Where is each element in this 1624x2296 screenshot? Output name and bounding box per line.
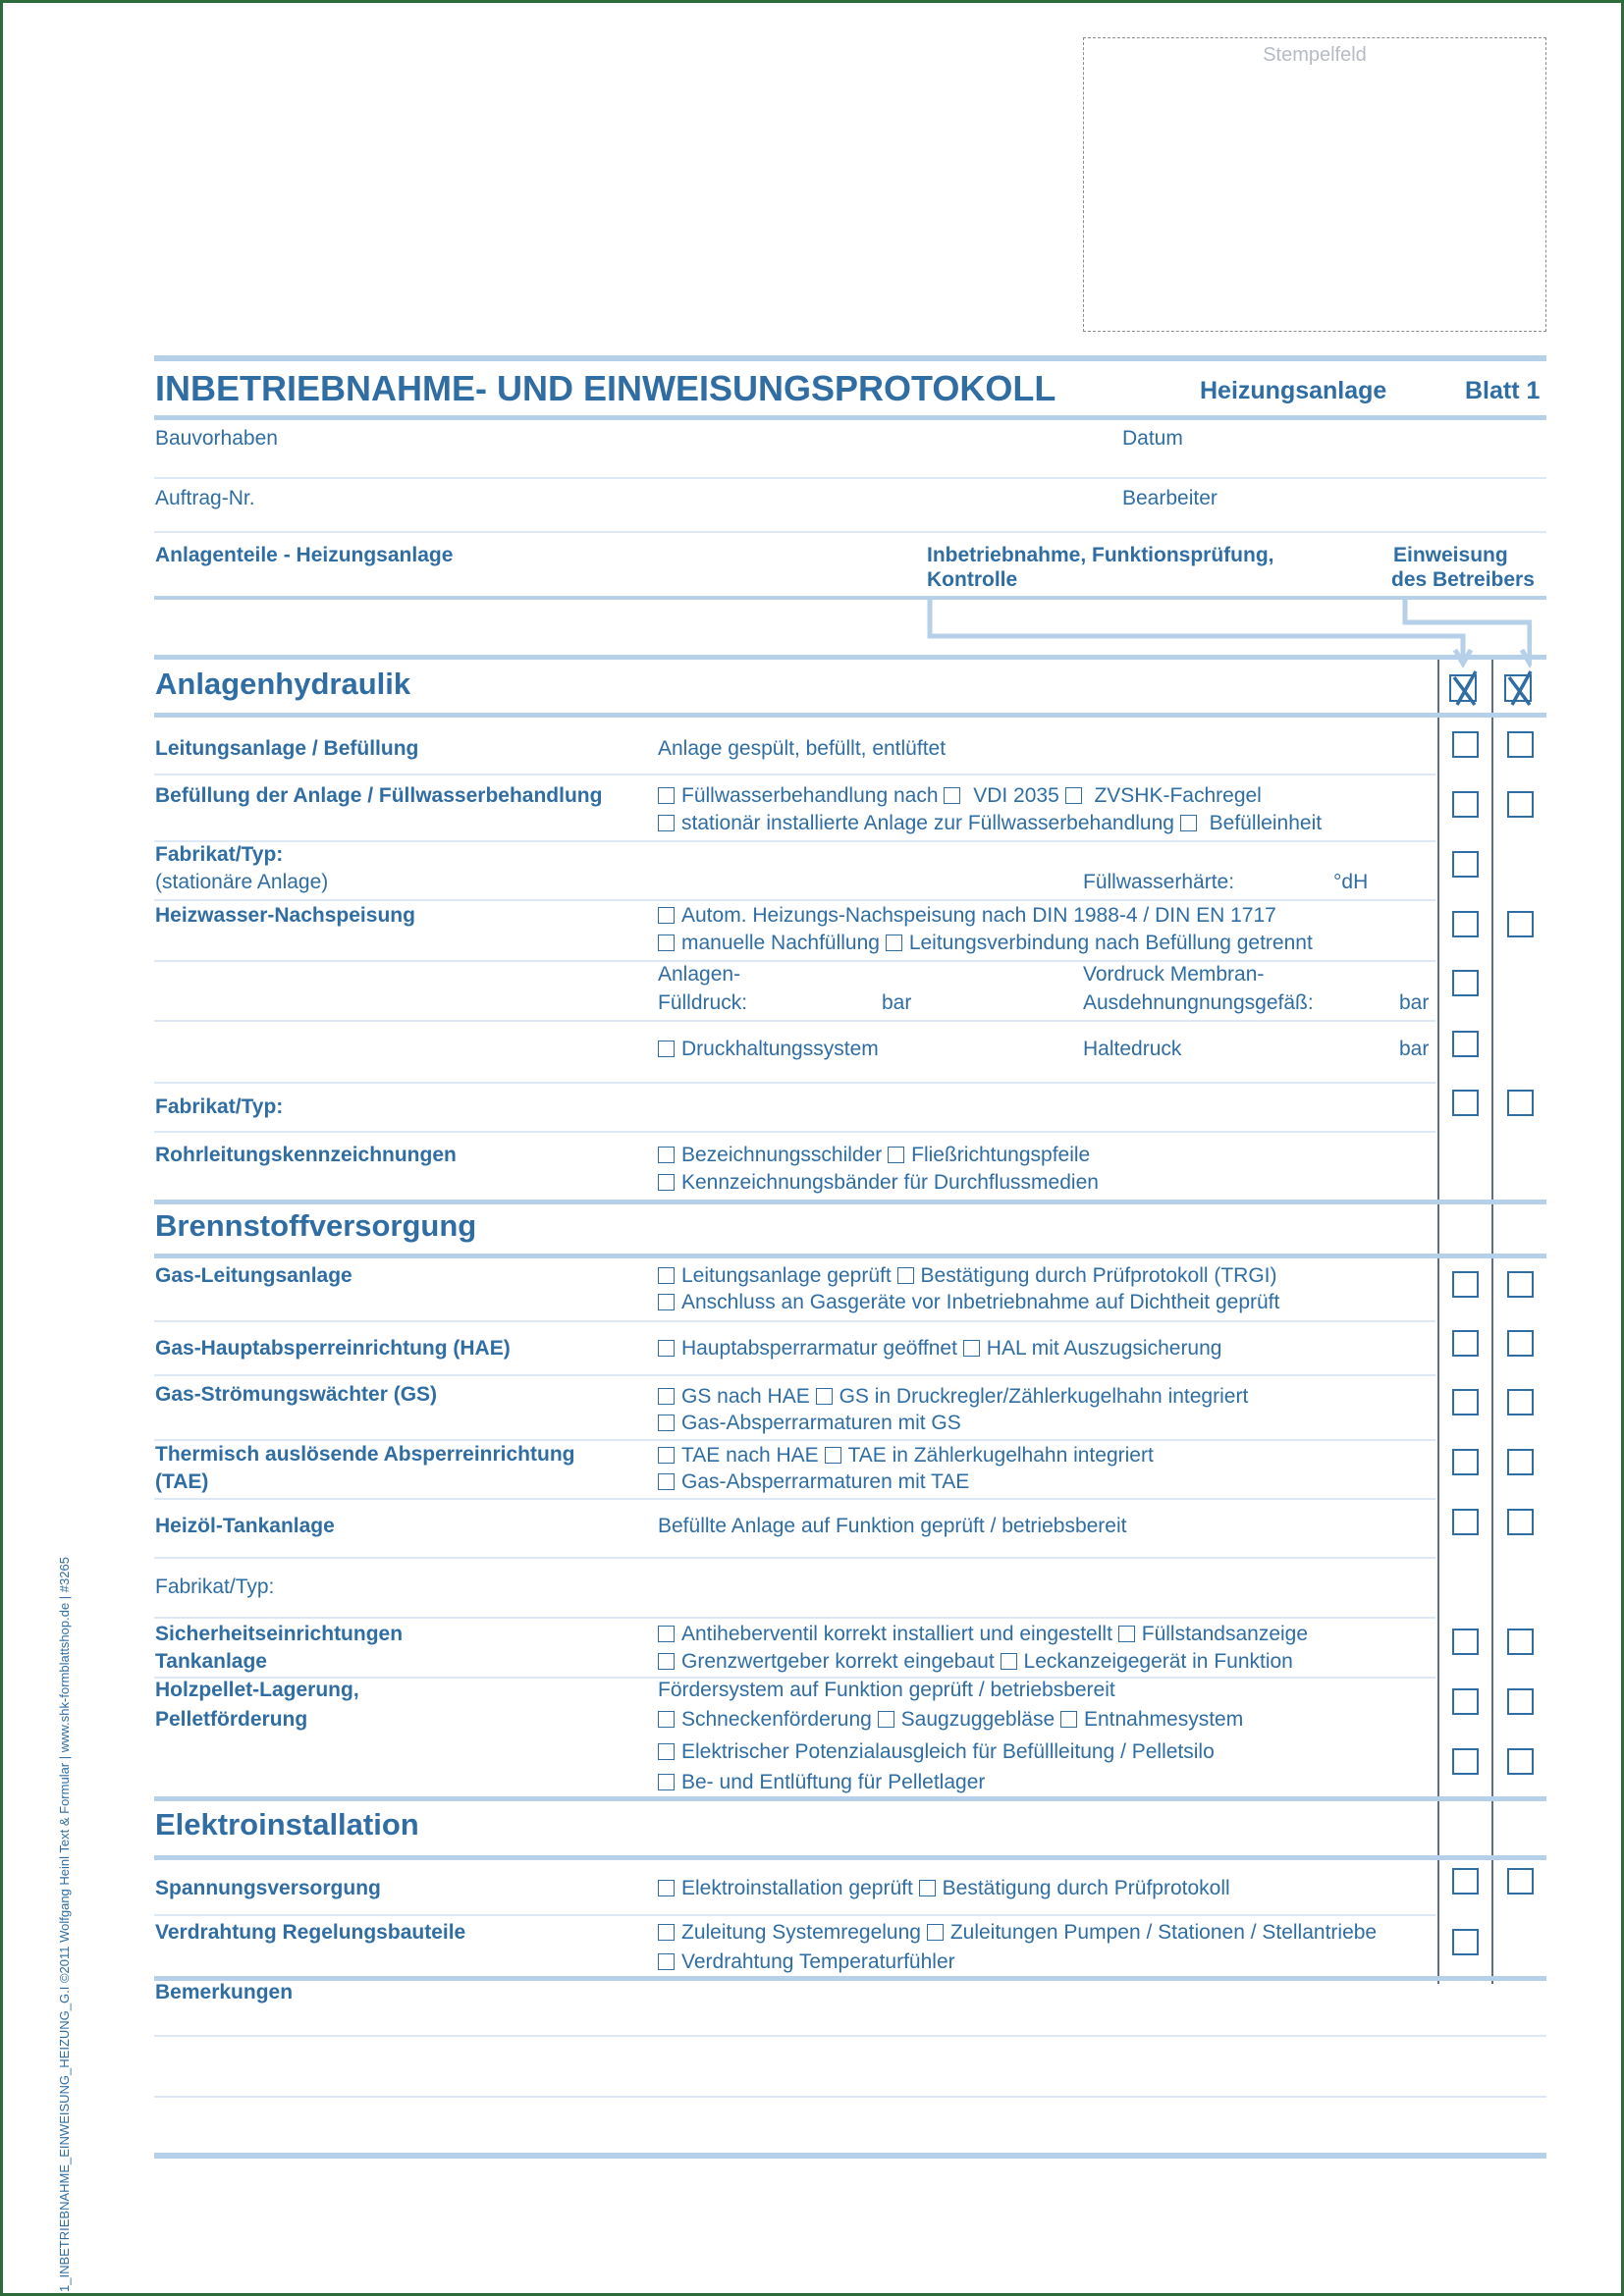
option-checkbox[interactable]: [658, 1473, 675, 1490]
instruction-checkbox[interactable]: [1507, 1389, 1534, 1415]
column-commission-2: Kontrolle: [927, 568, 1018, 591]
divider: [154, 1557, 1435, 1559]
option-checkbox[interactable]: [658, 1743, 675, 1760]
commission-checkbox[interactable]: [1452, 1929, 1479, 1955]
instruction-checkbox[interactable]: [1507, 1629, 1534, 1655]
sheet-number: Blatt 1: [1465, 377, 1541, 404]
option-checkbox[interactable]: [816, 1388, 833, 1405]
field-bearbeiter[interactable]: Bearbeiter: [1122, 487, 1218, 509]
instruction-checkbox[interactable]: [1507, 911, 1534, 937]
remarks-label: Bemerkungen: [155, 1981, 294, 2003]
option-checkbox[interactable]: [1118, 1626, 1135, 1642]
commission-checkbox[interactable]: [1452, 1090, 1479, 1116]
row-label: Heizöl-Tankanlage: [155, 1515, 335, 1537]
instruction-checkbox[interactable]: [1507, 1868, 1534, 1895]
field-auftrag[interactable]: Auftrag-Nr.: [155, 487, 255, 509]
option-checkbox[interactable]: [658, 934, 675, 951]
option-row: Füllwasserbehandlung nach VDI 2035 ZVSHK-Fachregel: [658, 782, 1262, 809]
commission-checkbox[interactable]: [1452, 1868, 1479, 1895]
section-title-brennstoff: Brennstoffversorgung: [155, 1208, 477, 1243]
section-bar: [154, 655, 1546, 660]
row-text: Fördersystem auf Funktion geprüft / betriebsbereit: [658, 1679, 1115, 1701]
page-subtitle: Heizungsanlage: [1200, 377, 1387, 404]
section-bar: [154, 713, 1546, 718]
column-line-left: [1437, 659, 1439, 1984]
option-checkbox[interactable]: [658, 1653, 675, 1670]
checked-checkbox-icons: [1449, 666, 1547, 709]
column-instruction: Einweisung: [1393, 544, 1508, 566]
option-checkbox[interactable]: [658, 1294, 675, 1310]
option-row: Elektroinstallation geprüft Bestätigung durch Prüfprotokoll: [658, 1875, 1230, 1901]
row-label: Fabrikat/Typ:: [155, 1575, 275, 1598]
side-note: 1_INBETRIEBNAHME_EINWEISUNG_HEIZUNG_G.I ©2011 Wolfgang Heinl Text & Formular | www.shk-formblattshop.de | #3265: [57, 1557, 72, 2292]
divider: [154, 1131, 1435, 1133]
option-row: Verdrahtung Temperaturfühler: [658, 1949, 955, 1975]
divider: [154, 899, 1435, 901]
row-label: Heizwasser-Nachspeisung: [155, 904, 415, 927]
instruction-checkbox[interactable]: [1507, 1688, 1534, 1715]
commission-checkbox[interactable]: [1452, 1688, 1479, 1715]
option-row: Antiheberventil korrekt installiert und eingestellt Füllstandsanzeige: [658, 1621, 1308, 1647]
vessel-unit: bar: [1399, 991, 1430, 1014]
option-checkbox[interactable]: [658, 1447, 675, 1464]
column-instruction-2: des Betreibers: [1391, 568, 1535, 591]
option-row: Anschluss an Gasgeräte vor Inbetriebnahme auf Dichtheit geprüft: [658, 1289, 1279, 1315]
option-checkbox[interactable]: [897, 1267, 914, 1284]
remarks-line[interactable]: [154, 2096, 1546, 2098]
row-label: Gas-Leitungsanlage: [155, 1264, 352, 1287]
stamp-label: Stempelfeld: [1263, 44, 1367, 66]
section-title-hydraulik: Anlagenhydraulik: [155, 667, 411, 701]
instruction-checkbox[interactable]: [1507, 1509, 1534, 1535]
commission-checkbox[interactable]: [1452, 1629, 1479, 1655]
header-bottom-bar: [154, 415, 1546, 420]
option-checkbox[interactable]: [1180, 815, 1197, 831]
option-checkbox[interactable]: [658, 1626, 675, 1642]
option-row: Leitungsanlage geprüft Bestätigung durch Prüfprotokoll (TRGI): [658, 1262, 1277, 1289]
row-label: Gas-Hauptabsperreinrichtung (HAE): [155, 1337, 511, 1360]
commission-checkbox[interactable]: [1452, 1509, 1479, 1535]
divider: [154, 1617, 1435, 1619]
option-row: Kennzeichnungsbänder für Durchflussmedien: [658, 1169, 1099, 1196]
row-label: Fabrikat/Typ:: [155, 843, 284, 866]
option-row: Hauptabsperrarmatur geöffnet HAL mit Auszugsicherung: [658, 1335, 1221, 1362]
instruction-checkbox[interactable]: [1507, 1748, 1534, 1775]
option-row: Druckhaltungssystem: [658, 1036, 879, 1062]
option-checkbox[interactable]: [658, 1388, 675, 1405]
option-checkbox[interactable]: [1001, 1653, 1017, 1670]
footer-bar: [154, 2153, 1546, 2159]
option-row: Schneckenförderung Saugzuggebläse Entnahmesystem: [658, 1706, 1243, 1733]
commission-checkbox[interactable]: [1452, 1271, 1479, 1298]
row-label-sub: (TAE): [155, 1470, 209, 1493]
divider: [154, 774, 1435, 775]
divider: [154, 1082, 1435, 1084]
option-checkbox[interactable]: [1060, 1711, 1077, 1728]
option-checkbox[interactable]: [878, 1711, 894, 1728]
row-label: Rohrleitungskennzeichnungen: [155, 1144, 457, 1166]
instruction-checkbox[interactable]: [1507, 1449, 1534, 1475]
option-checkbox[interactable]: [1065, 787, 1082, 804]
commission-checkbox[interactable]: [1452, 851, 1479, 878]
option-row: TAE nach HAE TAE in Zählerkugelhahn integriert: [658, 1442, 1154, 1468]
option-checkbox[interactable]: [658, 1774, 675, 1790]
hardness-unit: °dH: [1333, 871, 1369, 893]
field-datum[interactable]: Datum: [1122, 427, 1183, 450]
option-checkbox[interactable]: [658, 787, 675, 804]
column-line-middle: [1491, 659, 1493, 1984]
option-row: GS nach HAE GS in Druckregler/Zählerkugelhahn integriert: [658, 1383, 1248, 1410]
option-checkbox[interactable]: [825, 1447, 841, 1464]
divider: [154, 1374, 1435, 1376]
option-checkbox[interactable]: [658, 1041, 675, 1057]
page-title: INBETRIEBNAHME- UND EINWEISUNGSPROTOKOLL: [155, 368, 1056, 408]
commission-checkbox[interactable]: [1452, 1330, 1479, 1357]
commission-checkbox[interactable]: [1452, 791, 1479, 818]
section-title-elektro: Elektroinstallation: [155, 1807, 419, 1842]
option-checkbox[interactable]: [658, 1924, 675, 1941]
row-label-sub: (stationäre Anlage): [155, 871, 329, 893]
row-label: Fabrikat/Typ:: [155, 1095, 284, 1118]
option-row: Grenzwertgeber korrekt eingebaut Leckanzeigegerät in Funktion: [658, 1648, 1293, 1675]
divider: [154, 1020, 1435, 1022]
instruction-checkbox[interactable]: [1507, 731, 1534, 758]
row-label: Leitungsanlage / Befüllung: [155, 737, 419, 760]
commission-checkbox[interactable]: [1452, 1748, 1479, 1775]
option-row: Bezeichnungsschilder Fließrichtungspfeile: [658, 1142, 1090, 1168]
option-checkbox[interactable]: [658, 1147, 675, 1163]
option-checkbox[interactable]: [963, 1340, 980, 1357]
vessel-label-2: Ausdehnungnungsgefäß:: [1083, 991, 1314, 1014]
row-label-sub: Tankanlage: [155, 1650, 267, 1673]
row-label: Holzpellet-Lagerung,: [155, 1679, 359, 1701]
holding-pressure-label: Haltedruck: [1083, 1038, 1182, 1060]
option-checkbox[interactable]: [658, 1880, 675, 1896]
commission-checkbox[interactable]: [1452, 1449, 1479, 1475]
pressure-label-2: Fülldruck:: [658, 991, 748, 1014]
instruction-checkbox[interactable]: [1507, 1090, 1534, 1116]
option-checkbox[interactable]: [888, 1147, 904, 1163]
option-row: Gas-Absperrarmaturen mit TAE: [658, 1468, 969, 1495]
option-row: Gas-Absperrarmaturen mit GS: [658, 1410, 961, 1436]
instruction-checkbox[interactable]: [1507, 1271, 1534, 1298]
row-label: Sicherheitseinrichtungen: [155, 1623, 404, 1645]
commission-checkbox[interactable]: [1452, 1031, 1479, 1057]
row-label: Verdrahtung Regelungsbauteile: [155, 1921, 466, 1944]
section-bar: [154, 1855, 1546, 1860]
option-row: manuelle Nachfüllung Leitungsverbindung nach Befüllung getrennt: [658, 930, 1313, 956]
vessel-label: Vordruck Membran-: [1083, 963, 1265, 986]
option-checkbox[interactable]: [658, 1953, 675, 1970]
option-row: Autom. Heizungs-Nachspeisung nach DIN 1988-4 / DIN EN 1717: [658, 902, 1276, 929]
row-label: Spannungsversorgung: [155, 1877, 381, 1899]
option-checkbox[interactable]: [658, 815, 675, 831]
section-bar: [154, 1796, 1546, 1801]
option-checkbox[interactable]: [944, 787, 960, 804]
commission-checkbox[interactable]: [1452, 911, 1479, 937]
option-checkbox[interactable]: [658, 1340, 675, 1357]
header-top-bar: [154, 355, 1546, 361]
option-checkbox[interactable]: [658, 1174, 675, 1191]
option-checkbox[interactable]: [658, 1711, 675, 1728]
stamp-field[interactable]: [1083, 37, 1546, 332]
commission-checkbox[interactable]: [1452, 731, 1479, 758]
instruction-checkbox[interactable]: [1507, 791, 1534, 818]
option-row: Elektrischer Potenzialausgleich für Befüllleitung / Pelletsilo: [658, 1738, 1215, 1765]
row-text: Befüllte Anlage auf Funktion geprüft / betriebsbereit: [658, 1515, 1127, 1537]
option-checkbox[interactable]: [927, 1924, 944, 1941]
row-text: Anlage gespült, befüllt, entlüftet: [658, 737, 947, 760]
option-row: Zuleitung Systemregelung Zuleitungen Pumpen / Stationen / Stellantriebe: [658, 1919, 1377, 1946]
row-label-sub: Pelletförderung: [155, 1708, 308, 1731]
divider: [154, 1498, 1435, 1500]
section-bar: [154, 1976, 1546, 1981]
section-bar: [154, 1254, 1546, 1258]
divider: [154, 477, 1546, 479]
commission-checkbox[interactable]: [1452, 1389, 1479, 1415]
remarks-line[interactable]: [154, 2035, 1546, 2037]
pressure-label: Anlagen-: [658, 963, 741, 986]
option-checkbox[interactable]: [658, 1415, 675, 1431]
divider: [154, 1320, 1435, 1322]
divider: [154, 1914, 1435, 1916]
divider: [154, 531, 1546, 533]
column-parts: Anlagenteile - Heizungsanlage: [155, 544, 454, 566]
option-checkbox[interactable]: [658, 907, 675, 924]
row-label: Thermisch auslösende Absperreinrichtung: [155, 1443, 575, 1466]
row-label: Gas-Strömungswächter (GS): [155, 1383, 438, 1406]
option-checkbox[interactable]: [919, 1880, 936, 1896]
row-label: Befüllung der Anlage / Füllwasserbehandlung: [155, 784, 603, 807]
holding-pressure-unit: bar: [1399, 1038, 1430, 1060]
field-bauvorhaben[interactable]: Bauvorhaben: [155, 427, 278, 450]
divider: [154, 840, 1435, 842]
pressure-unit: bar: [882, 991, 912, 1014]
option-row: stationär installierte Anlage zur Füllwasserbehandlung Befülleinheit: [658, 810, 1322, 836]
section-bar: [154, 1200, 1546, 1204]
column-commission: Inbetriebnahme, Funktionsprüfung,: [927, 544, 1274, 566]
option-checkbox[interactable]: [886, 934, 902, 951]
commission-checkbox[interactable]: [1452, 970, 1479, 996]
option-checkbox[interactable]: [658, 1267, 675, 1284]
hardness-label: Füllwasserhärte:: [1083, 871, 1235, 893]
instruction-checkbox[interactable]: [1507, 1330, 1534, 1357]
option-row: Be- und Entlüftung für Pelletlager: [658, 1769, 985, 1795]
